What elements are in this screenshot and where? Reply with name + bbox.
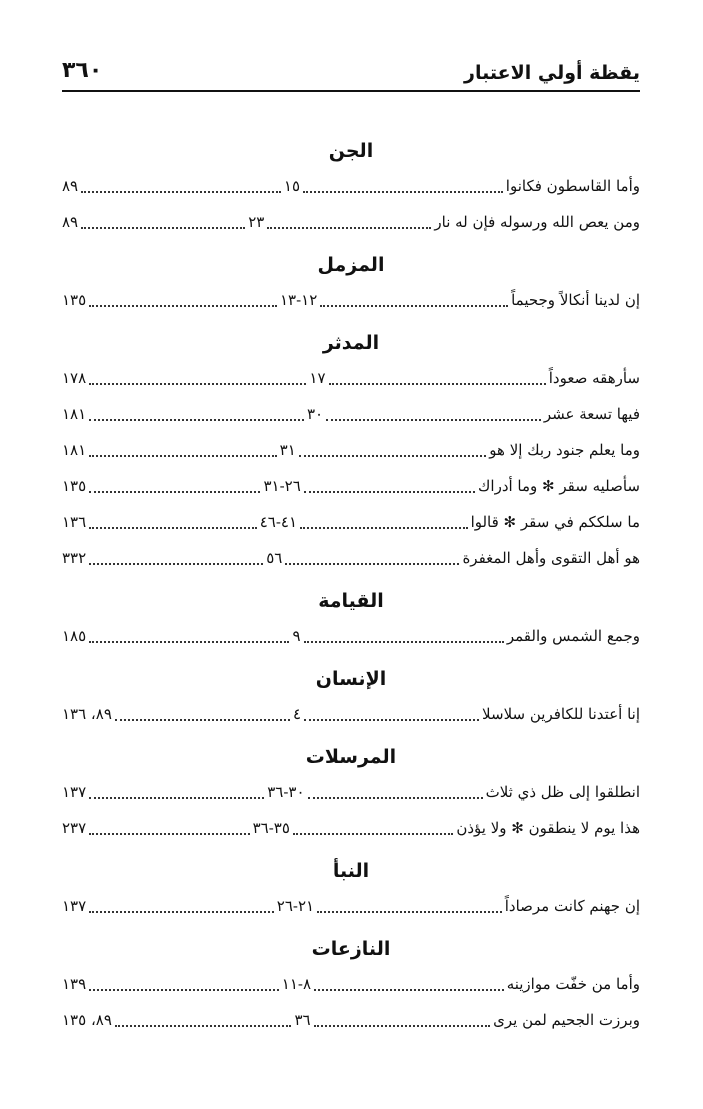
entry-phrase: ما سلككم في سقر ✻ قالوا [470, 513, 640, 531]
entry-phrase: إن جهنم كانت مرصاداً [504, 897, 640, 915]
entry-phrase: وأما من خفّت موازينه [506, 975, 640, 993]
dot-leader [304, 491, 475, 493]
index-entry [62, 360, 640, 396]
surah-section [62, 932, 640, 1038]
surah-section [62, 662, 640, 732]
dot-leader [89, 527, 257, 529]
dot-leader [285, 563, 459, 565]
dot-leader [89, 383, 306, 385]
index-entry [62, 810, 640, 846]
dot-leader [115, 1025, 292, 1027]
entry-page-reference: ١٣٦ [62, 513, 87, 531]
entry-page-reference: ١٨٥ [62, 627, 87, 645]
dot-leader [317, 911, 502, 913]
entry-page-reference: ١٧٨ [62, 369, 87, 387]
dot-leader [299, 455, 487, 457]
index-entry [62, 1002, 640, 1038]
surah-section [62, 584, 640, 654]
entry-verse-number: ٣٠-٣٦ [267, 783, 305, 801]
surah-section [62, 134, 640, 240]
index-content [62, 130, 640, 1046]
dot-leader [89, 491, 260, 493]
entry-page-reference: ١٣٩ [62, 975, 87, 993]
index-entry [62, 168, 640, 204]
entry-page-reference: ١٣٥ [61, 477, 87, 495]
header-rule [62, 90, 640, 92]
surah-heading: النبأ [332, 860, 370, 882]
index-entry [62, 540, 640, 576]
entry-phrase: وبرزت الجحيم لمن يرى [493, 1011, 640, 1029]
index-entry [62, 282, 640, 318]
dot-leader [300, 527, 468, 529]
entry-verse-number: ٢٦-٣١ [263, 477, 301, 495]
entry-page-reference: ١٣٧ [61, 897, 87, 915]
entry-verse-number: ٢٣ [248, 213, 265, 231]
entry-verse-number: ١٧ [309, 369, 326, 387]
dot-leader [89, 911, 274, 913]
entry-page-reference: ٨٩، ١٣٦ [61, 705, 112, 723]
entry-page-reference: ٨٩ [62, 213, 79, 231]
dot-leader [89, 989, 279, 991]
surah-section [62, 854, 640, 924]
surah-section [62, 248, 640, 318]
entry-phrase: فيها تسعة عشر [543, 405, 640, 423]
running-header [62, 56, 640, 92]
entry-page-reference: ٣٣٢ [61, 549, 87, 567]
entry-verse-number: ٢١-٢٦ [276, 897, 315, 915]
dot-leader [89, 797, 264, 799]
book-title: يقظة أولي الاعتبار [464, 62, 640, 84]
index-entry [62, 966, 640, 1002]
index-entry [62, 504, 640, 540]
entry-page-reference: ١٣٧ [62, 783, 87, 801]
surah-heading: المزمل [317, 254, 385, 276]
entry-verse-number: ٣٠ [306, 405, 324, 423]
dot-leader [89, 641, 289, 643]
surah-heading: المرسلات [305, 746, 397, 768]
index-entry [62, 774, 640, 810]
dot-leader [267, 227, 431, 229]
index-entry [62, 888, 640, 924]
entry-verse-number: ٤ [292, 705, 301, 723]
entry-verse-number: ٣٦ [294, 1011, 311, 1029]
index-entry [62, 468, 640, 504]
surah-heading: الإنسان [315, 668, 387, 690]
surah-heading: المدثر [322, 332, 380, 354]
surah-heading: القيامة [318, 590, 384, 612]
dot-leader [303, 191, 503, 193]
dot-leader [320, 305, 508, 307]
entry-verse-number: ٨-١١ [281, 975, 312, 993]
entry-phrase: سأصليه سقر ✻ وما أدراك [478, 477, 640, 495]
entry-phrase: ومن يعص الله ورسوله فإن له نار [434, 213, 640, 231]
entry-verse-number: ٣٥-٣٦ [252, 819, 290, 837]
entry-phrase: هو أهل التقوى وأهل المغفرة [462, 549, 640, 567]
index-entry [62, 696, 640, 732]
entry-verse-number: ٩ [292, 627, 301, 645]
entry-phrase: وما يعلم جنود ربك إلا هو [489, 441, 640, 459]
surah-section [62, 740, 640, 846]
dot-leader [308, 797, 483, 799]
index-entry [62, 396, 640, 432]
index-entry [62, 204, 640, 240]
entry-verse-number: ١٢-١٣ [279, 291, 318, 309]
entry-phrase: إن لدينا أنكالاً وجحيماً [511, 291, 640, 309]
entry-phrase: إنا أعتدنا للكافرين سلاسلا [482, 705, 640, 723]
dot-leader [81, 227, 245, 229]
dot-leader [304, 641, 504, 643]
dot-leader [326, 419, 541, 421]
dot-leader [89, 563, 263, 565]
entry-verse-number: ٥٦ [266, 549, 283, 567]
dot-leader [89, 419, 304, 421]
entry-page-reference: ١٨١ [62, 405, 87, 423]
surah-heading: النازعات [311, 938, 391, 960]
entry-phrase: هذا يوم لا ينطقون ✻ ولا يؤذن [456, 819, 640, 837]
entry-phrase: وأما القاسطون فكانوا [505, 177, 640, 195]
dot-leader [89, 455, 277, 457]
entry-page-reference: ٨٩، ١٣٥ [62, 1011, 112, 1029]
dot-leader [81, 191, 281, 193]
dot-leader [314, 989, 504, 991]
entry-phrase: وجمع الشمس والقمر [506, 627, 640, 645]
index-entry [62, 618, 640, 654]
entry-page-reference: ٢٣٧ [61, 819, 87, 837]
dot-leader [314, 1025, 491, 1027]
entry-page-reference: ١٣٥ [61, 291, 87, 309]
surah-section [62, 326, 640, 576]
entry-page-reference: ١٨١ [61, 441, 87, 459]
dot-leader [304, 719, 479, 721]
entry-phrase: انطلقوا إلى ظل ذي ثلاث [485, 783, 640, 801]
dot-leader [115, 719, 290, 721]
dot-leader [89, 305, 277, 307]
entry-verse-number: ١٥ [283, 177, 301, 195]
entry-phrase: سأرهقه صعوداً [548, 369, 640, 387]
entry-verse-number: ٣١ [279, 441, 296, 459]
dot-leader [293, 833, 453, 835]
dot-leader [329, 383, 546, 385]
dot-leader [89, 833, 249, 835]
entry-page-reference: ٨٩ [61, 177, 79, 195]
page-number: ٣٦٠ [62, 58, 103, 83]
index-entry [62, 432, 640, 468]
surah-heading: الجن [328, 140, 374, 162]
entry-verse-number: ٤١-٤٦ [259, 513, 298, 531]
